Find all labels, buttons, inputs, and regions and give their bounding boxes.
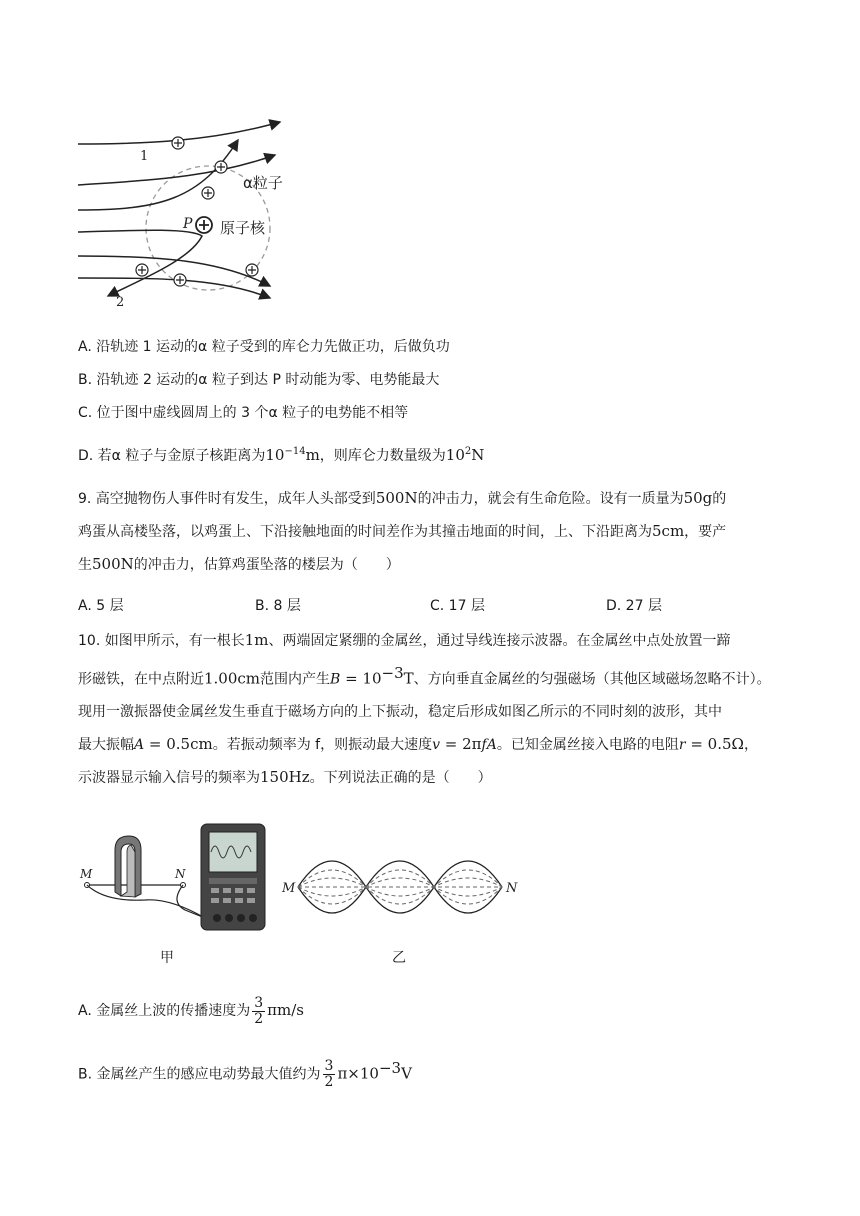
- label-m: M: [80, 867, 93, 881]
- q9-option-a: A. 5 层: [78, 598, 124, 614]
- q8-option-a: A. 沿轨迹 1 运动的α 粒子受到的库仑力先做正功，后做负功: [78, 339, 450, 355]
- label-nucleus: 原子核: [220, 219, 266, 237]
- alpha-particle: [215, 161, 227, 173]
- label-p: P: [183, 216, 193, 232]
- oscilloscope: [201, 824, 265, 930]
- label-n-wave: N: [506, 881, 518, 896]
- horseshoe-magnet: [115, 836, 141, 897]
- q8-option-b: B. 沿轨迹 2 运动的α 粒子到达 P 时动能为零、电势能最大: [78, 372, 440, 388]
- q8-option-d: [78, 442, 484, 466]
- alpha-particle: [246, 264, 258, 276]
- label-m-wave: M: [282, 881, 296, 896]
- caption-jia: 甲: [160, 950, 174, 966]
- alpha-particle: [172, 137, 184, 149]
- q9-option-d: D. 27 层: [606, 598, 662, 614]
- figure-yi-standing-wave: [280, 845, 520, 930]
- q8-force-value: $10^2N$: [445, 446, 485, 464]
- label-track-2: 2: [116, 295, 125, 310]
- q10-option-a: A. 金属丝上波的传播速度为 $\frac{3}{2}$ πm/s: [78, 994, 304, 1027]
- alpha-particle: [136, 264, 148, 276]
- alpha-scattering-figure: [70, 110, 320, 310]
- label-alpha: α粒子: [243, 174, 283, 192]
- label-track-1: 1: [140, 149, 149, 164]
- q10-stem: 10. 如图甲所示，有一根长1m、两端固定紧绷的金属丝，通过导线连接示波器。在金属丝中点处放置一蹄 形磁铁，在中点附近1.00cm范围内产生$B = 10^{-3}T$、方向垂直金属丝的匀强磁场（其他区域磁场忽略不计）。 现用一激振器使金属丝发生垂直于磁场方向的上下振动，稳定后形成如图乙所示的不同时刻的波形，其中 最大振幅A = 0.5cm。若振动频率为 f，则振动最大速度v = 2πfA。已知金属丝接入电路的电阻r = 0.5Ω， 示波器显示输入信号的频率为150Hz。下列说法正确的是（ ）: [78, 631, 771, 786]
- q9-stem: 9. 高空抛物伤人事件时有发生，成年人头部受到500N的冲击力，就会有生命危险。设有一质量为50g的 鸡蛋从高楼坠落，以鸡蛋上、下沿接触地面的时间差作为其撞击地面的时间，上、下沿距离为5cm，要产 生500N的冲击力，估算鸡蛋坠落的楼层为（ ）: [78, 489, 727, 573]
- q8-option-d-text: D. 若α 粒子与金原子核距离为: [78, 448, 266, 464]
- q9-option-b: B. 8 层: [255, 598, 301, 614]
- gold-nucleus: [196, 217, 212, 233]
- caption-yi: 乙: [392, 950, 406, 966]
- label-n: N: [175, 867, 186, 881]
- track-deflected-up: [78, 140, 238, 210]
- q8-distance-value: $10^{-14}m$: [265, 446, 320, 464]
- figure-jia: [75, 822, 275, 937]
- alpha-particle: [174, 274, 186, 286]
- alpha-particle: [202, 187, 214, 199]
- q9-option-c: C. 17 层: [430, 598, 485, 614]
- q8-option-d-mid: ，则库仑力数量级为: [319, 448, 446, 464]
- track-2: [78, 230, 202, 296]
- q10-option-b: B. 金属丝产生的感应电动势最大值约为 $\frac{3}{2}$ $\pi\times 10^{-3}V$: [78, 1058, 412, 1091]
- q8-option-c: C. 位于图中虚线圆周上的 3 个α 粒子的电势能不相等: [78, 405, 409, 421]
